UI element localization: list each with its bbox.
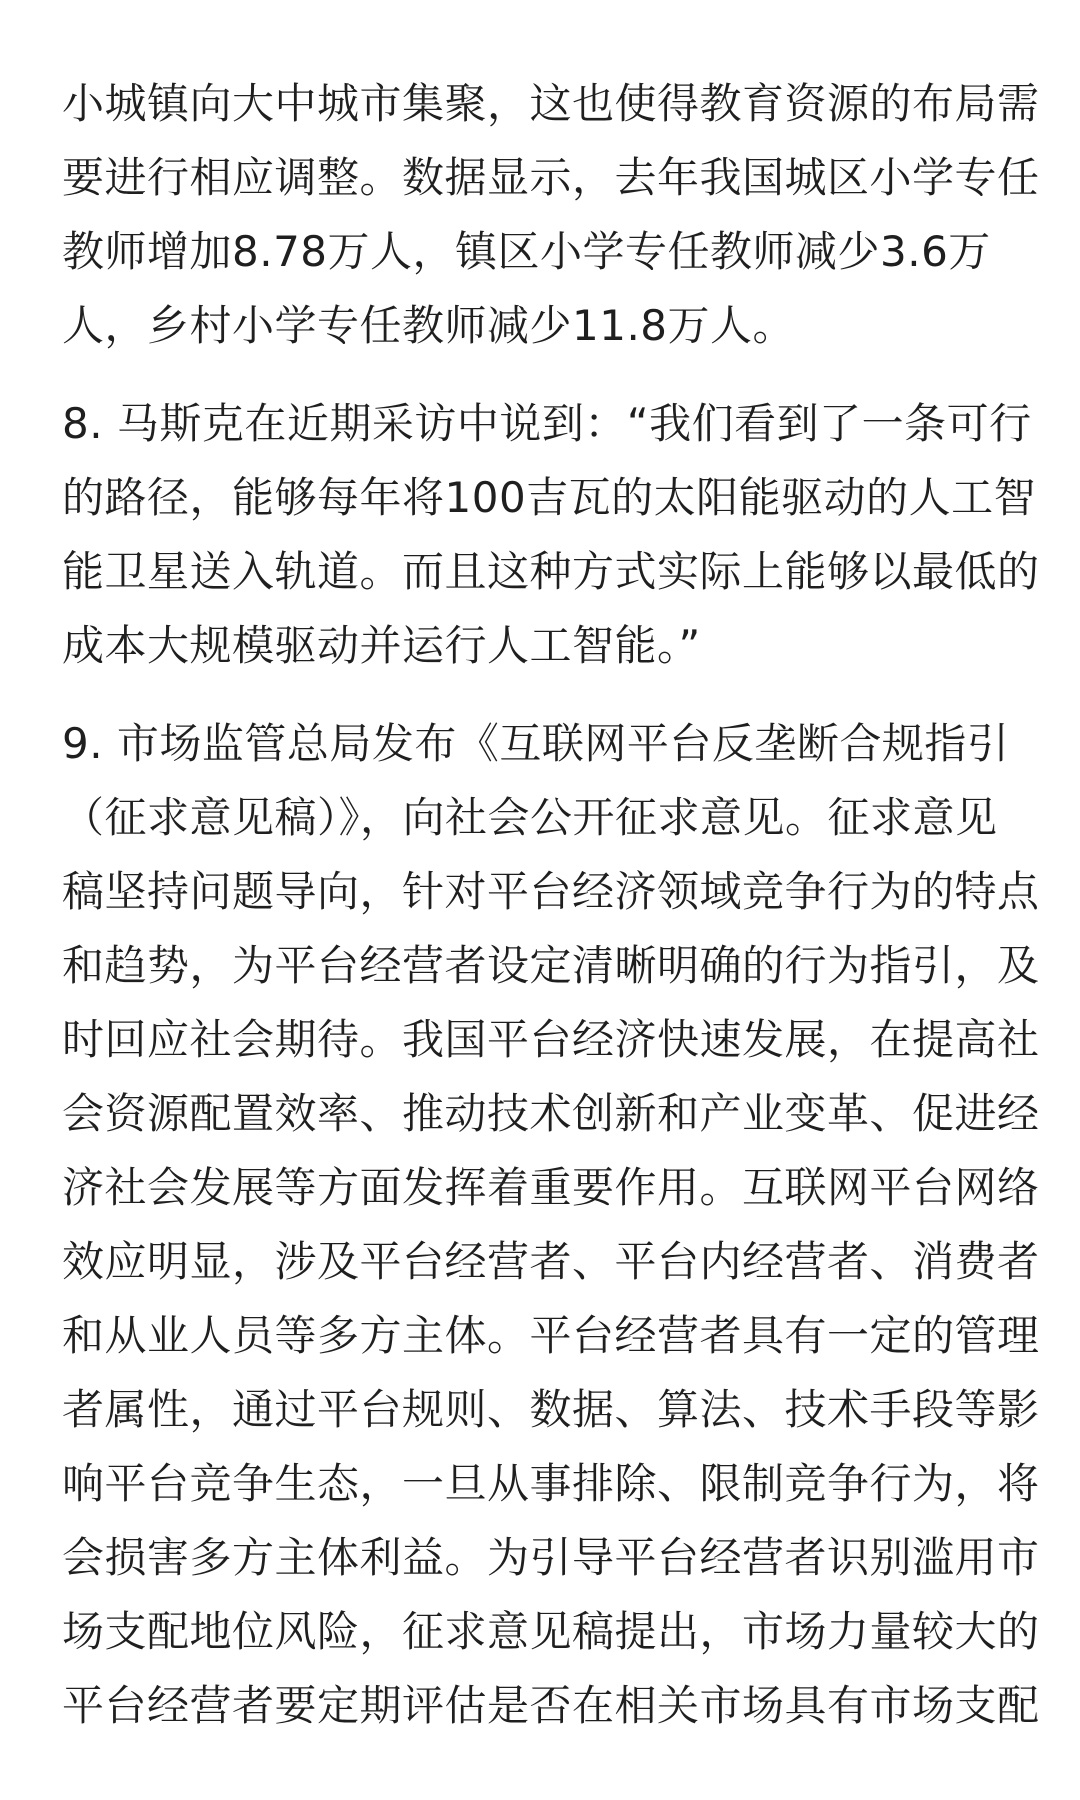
paragraph-1-line-3: 教师增加8.78万人，镇区小学专任教师减少3.6万	[62, 227, 991, 276]
paragraph-2-line-2: 的路径，能够每年将100吉瓦的太阳能驱动的人工智	[62, 473, 1037, 522]
paragraph-1-line-2: 要进行相应调整。数据显示，去年我国城区小学专任	[62, 153, 1040, 202]
paragraph-3-line-10: 者属性，通过平台规则、数据、算法、技术手段等影	[62, 1385, 1040, 1434]
paragraph-3-line-8: 效应明显，涉及平台经营者、平台内经营者、消费者	[62, 1237, 1040, 1286]
paragraph-3-line-5: 时回应社会期待。我国平台经济快速发展，在提高社	[62, 1015, 1040, 1064]
paragraph-3-line-6: 会资源配置效率、推动技术创新和产业变革、促进经	[62, 1089, 1040, 1138]
paragraph-3-line-12: 会损害多方主体利益。为引导平台经营者识别滥用市	[62, 1533, 1040, 1582]
paragraph-2-line-1: 8. 马斯克在近期采访中说到：“我们看到了一条可行	[62, 399, 1032, 448]
paragraph-3-line-7: 济社会发展等方面发挥着重要作用。互联网平台网络	[62, 1163, 1040, 1212]
paragraph-1-line-1: 小城镇向大中城市集聚，这也使得教育资源的布局需	[62, 79, 1040, 128]
paragraph-2-line-3: 能卫星送入轨道。而且这种方式实际上能够以最低的	[62, 547, 1040, 596]
paragraph-3-line-3: 稿坚持问题导向，针对平台经济领域竞争行为的特点	[62, 867, 1040, 916]
paragraph-1-line-4: 人，乡村小学专任教师减少11.8万人。	[62, 301, 796, 350]
paragraph-2-line-4: 成本大规模驱动并运行人工智能。”	[62, 621, 701, 670]
paragraph-3-line-1: 9. 市场监管总局发布《互联网平台反垄断合规指引	[62, 719, 1010, 768]
paragraph-3-line-14: 平台经营者要定期评估是否在相关市场具有市场支配	[62, 1681, 1040, 1730]
paragraph-3-line-9: 和从业人员等多方主体。平台经营者具有一定的管理	[62, 1311, 1040, 1360]
paragraph-3-line-11: 响平台竞争生态，一旦从事排除、限制竞争行为，将	[62, 1459, 1040, 1508]
paragraph-3-line-13: 场支配地位风险，征求意见稿提出，市场力量较大的	[62, 1607, 1040, 1656]
paragraph-3-line-2: （征求意见稿）》，向社会公开征求意见。征求意见	[62, 793, 998, 842]
paragraph-3-line-4: 和趋势，为平台经营者设定清晰明确的行为指引，及	[62, 941, 1040, 990]
